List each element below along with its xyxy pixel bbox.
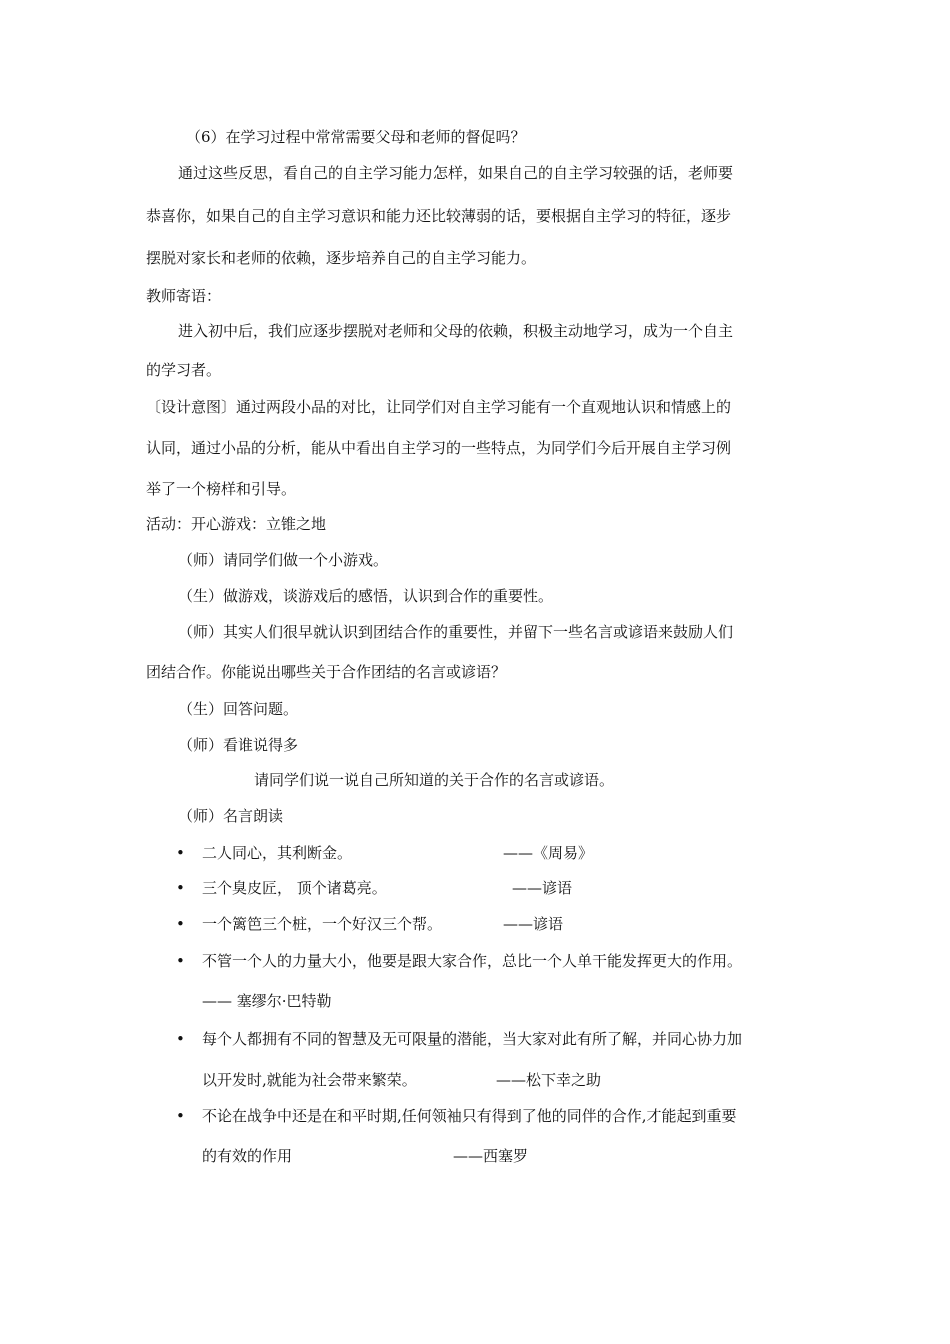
quote-3-source: ——谚语 bbox=[503, 915, 564, 933]
quote-bullet: • bbox=[176, 952, 185, 970]
quote-2-source: ——谚语 bbox=[512, 879, 573, 897]
quote-1-text: 二人同心，其利断金。 bbox=[202, 844, 353, 862]
activity-step-3-cont: 团结合作。你能说出哪些关于合作团结的名言或谚语？ bbox=[146, 663, 507, 681]
quote-4-text: 不管一个人的力量大小，他要是跟大家合作，总比一个人单干能发挥更大的作用。 bbox=[202, 952, 743, 970]
quote-bullet: • bbox=[176, 1107, 185, 1125]
activity-step-4: （生）回答问题。 bbox=[178, 700, 299, 718]
quote-bullet: • bbox=[176, 844, 185, 862]
design-intent-line-3: 举了一个榜样和引导。 bbox=[146, 480, 297, 498]
quote-6-source: ——西塞罗 bbox=[453, 1147, 529, 1165]
quote-3-text: 一个篱笆三个桩，一个好汉三个帮。 bbox=[202, 915, 443, 933]
activity-step-1: （师）请同学们做一个小游戏。 bbox=[178, 551, 389, 569]
quote-1-source: ——《周易》 bbox=[503, 844, 594, 862]
quote-5-text-line-2: 以开发时,就能为社会带来繁荣。 bbox=[202, 1071, 417, 1089]
summary-line-2: 恭喜你，如果自己的自主学习意识和能力还比较薄弱的话，要根据自主学习的特征，逐步 bbox=[146, 207, 732, 225]
summary-line-1: 通过这些反思，看自己的自主学习能力怎样，如果自己的自主学习较强的话，老师要 bbox=[178, 164, 734, 182]
quote-5-source: ——松下幸之助 bbox=[496, 1071, 602, 1089]
activity-step-6: 请同学们说一说自己所知道的关于合作的名言或谚语。 bbox=[254, 771, 615, 789]
quote-4-source: —— 塞缪尔·巴特勒 bbox=[202, 992, 332, 1010]
activity-step-3: （师）其实人们很早就认识到团结合作的重要性，并留下一些名言或谚语来鼓励人们 bbox=[178, 623, 734, 641]
activity-heading: 活动：开心游戏：立锥之地 bbox=[146, 515, 327, 533]
summary-line-3: 摆脱对家长和老师的依赖，逐步培养自己的自主学习能力。 bbox=[146, 249, 537, 267]
quote-2-text: 三个臭皮匠， 顶个诸葛亮。 bbox=[202, 879, 387, 897]
activity-step-7: （师）名言朗读 bbox=[178, 807, 284, 825]
quote-5-text-line-1: 每个人都拥有不同的智慧及无可限量的潜能，当大家对此有所了解，并同心协力加 bbox=[202, 1030, 743, 1048]
design-intent-line-1: 〔设计意图〕通过两段小品的对比，让同学们对自主学习能有一个直观地认识和情感上的 bbox=[146, 398, 732, 416]
teacher-message-line-1: 进入初中后，我们应逐步摆脱对老师和父母的依赖，积极主动地学习，成为一个自主 bbox=[178, 322, 734, 340]
reflection-question-6: （6）在学习过程中常常需要父母和老师的督促吗？ bbox=[186, 128, 526, 146]
quote-6-text-line-1: 不论在战争中还是在和平时期,任何领袖只有得到了他的同伴的合作,才能起到重要 bbox=[202, 1107, 737, 1125]
quote-bullet: • bbox=[176, 1030, 185, 1048]
teacher-message-heading: 教师寄语： bbox=[146, 287, 222, 305]
quote-bullet: • bbox=[176, 879, 185, 897]
quote-bullet: • bbox=[176, 915, 185, 933]
activity-step-2: （生）做游戏，谈游戏后的感悟，认识到合作的重要性。 bbox=[178, 587, 554, 605]
quote-6-text-line-2: 的有效的作用 bbox=[202, 1147, 293, 1165]
design-intent-line-2: 认同，通过小品的分析，能从中看出自主学习的一些特点，为同学们今后开展自主学习例 bbox=[146, 439, 732, 457]
teacher-message-line-2: 的学习者。 bbox=[146, 361, 222, 379]
activity-step-5: （师）看谁说得多 bbox=[178, 736, 299, 754]
